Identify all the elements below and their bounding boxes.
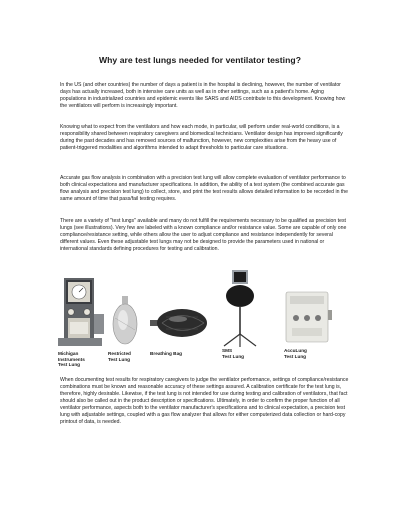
acculung-test-lung-image <box>282 290 332 359</box>
paragraph-ventilator-days: In the US (and other countries) the number of days a patient is in the hospital is declining, however, the number of ventilator days has actually increased, both in intensive care units as well as in other settings, such as a patient's home. Aging populations in industrialized countries and epidemic events like SARS and AIDS contribute to this development. Knowing how the ventilators will perform is increasingly important. <box>60 82 346 110</box>
figure-caption-sms: SMS Test Lung <box>222 348 245 359</box>
restricted-test-lung-image <box>108 296 140 362</box>
figure-caption-breathing-bag: Breathing Bag <box>150 351 183 356</box>
paragraph-documentation: When documenting test results for respiratory caregivers to judge the ventilator performance, settings of compliance/resistance combinations must be known and reasonable accuracy of these settings assured. A calibration certificate for the test lung is, therefore, highly desirable. Likewise, if the test lung is not intended for use during testing and calibration of ventilators, that fact should also be called out in the product description or specifications. Ultimately, in order to confirm the proper function of all ventilator performance, aspects both to the ventilator manufacturer's specifications and to clinical expectation, a precision test lung with adjustable settings, coupled with a gas flow analyzer that allows for either computerized data collection or hard-copy printout of data, is needed. <box>60 377 349 426</box>
paragraph-test-lung-variety: There are a variety of "test lungs" available and many do not fulfill the requirements necessary to be qualified as precision test lungs (see illustrations). Very few are labeled with a known compliance and/or resistance value. Some are capable of only one compliance/resistance setting, while others allow the user to adjust compliance and resistance independently for several different values. Even these adjustable test lungs may not be designed to provide the parameters used in national or international standards defining procedures for testing and calibration. <box>60 218 347 253</box>
sms-test-lung-image <box>218 268 262 359</box>
document-title: Why are test lungs needed for ventilator testing? <box>98 55 302 65</box>
paragraph-gas-flow-analysis: Accurate gas flow analysis in combination with a precision test lung will allow complete evaluation of ventilator performance to both clinical expectations and manufacturer specifications. In addition, the ability of a test system (the combined accurate gas flow analysis and precision test lung) to collect, store, and print the test results allows detailed information to be recorded in the same amount of time that pass/fail testing requires. <box>60 175 349 203</box>
michigan-instruments-test-lung-image <box>58 278 106 368</box>
test-lung-figures <box>0 268 400 374</box>
figure-caption-michigan: Michigan Instruments Test Lung <box>58 351 85 368</box>
figure-caption-restricted: Restricted Test Lung <box>108 351 131 362</box>
breathing-bag-image <box>150 306 208 356</box>
paragraph-ventilator-expectations: Knowing what to expect from the ventilators and how each mode, in particular, will perform under real-world conditions, is a responsibility shared between respiratory caregivers and biomedical technicians. Ventilator design has improved significantly during the past decades and has removed sources of malfunction, however, new complexities arise from the heavy use of patient-triggered modalities and algorithms intended to adapt thresholds to particular care situations. <box>60 124 343 152</box>
figure-caption-acculung: AccuLung Test Lung <box>284 348 307 359</box>
